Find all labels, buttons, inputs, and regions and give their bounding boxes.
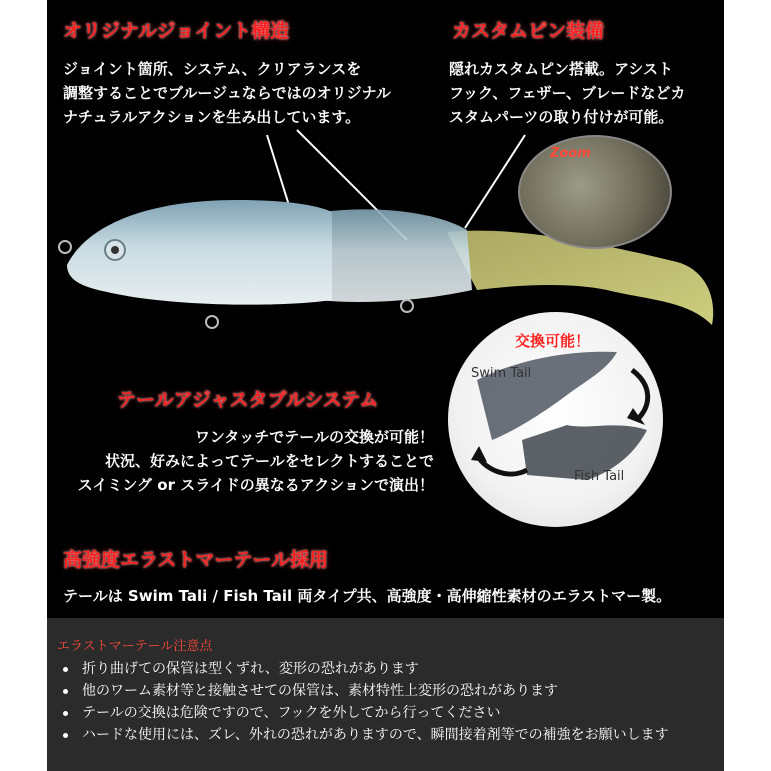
note-text: 折り曲げての保管は型くずれ、変形の恐れがあります	[82, 661, 419, 677]
notes-title: エラストマーテール注意点	[57, 639, 213, 654]
notes-panel	[47, 618, 724, 771]
swim-tail-label: Swim Tail	[471, 366, 532, 381]
pin-description: 隠れカスタムピン搭載。アシスト フック、フェザー、ブレードなどカ スタムパーツの取り付けが可能。	[449, 60, 686, 126]
note-text: テールの交換は危険ですので、フックを外してから行ってください	[82, 705, 501, 721]
list-item	[59, 658, 669, 680]
bullet-icon	[63, 711, 68, 716]
elastomer-description: テールは Swim Tali / Fish Tail 両タイプ共、高強度・高伸縮性素材のエラストマー製。	[63, 587, 672, 605]
swap-title: 交換可能！	[515, 332, 591, 350]
bullet-icon	[63, 689, 68, 694]
fish-tail-label: Fish Tail	[574, 469, 625, 484]
joint-description: ジョイント箇所、システム、クリアランスを 調整することでブルージュならではのオリジナル ナチュラルアクションを生み出しています。	[63, 60, 391, 126]
tail-heading: テールアジャスタブルシステム	[117, 389, 379, 411]
list-item	[59, 680, 669, 702]
elastomer-heading: 高強度エラストマーテール採用	[63, 549, 329, 571]
feature-panel	[47, 0, 724, 618]
joint-heading: オリジナルジョイント構造	[63, 20, 290, 42]
tail-description: ワンタッチでテールの交換が可能！ 状況、好みによってテールをセレクトすることで スイミング or スライドの異なるアクションで演出！	[77, 428, 434, 494]
bullet-icon	[63, 733, 68, 738]
note-text: 他のワーム素材等と接触させての保管は、素材特性上変形の恐れがあります	[82, 683, 558, 699]
list-item	[59, 724, 669, 746]
tail-swap-graphics	[47, 0, 724, 618]
zoom-label: Zoom	[550, 146, 591, 161]
notes-list	[59, 658, 669, 746]
bullet-icon	[63, 667, 68, 672]
note-text: ハードな使用には、ズレ、外れの恐れがありますので、瞬間接着剤等での補強をお願いします	[82, 727, 669, 743]
list-item	[59, 702, 669, 724]
pin-heading: カスタムピン装備	[452, 20, 605, 42]
